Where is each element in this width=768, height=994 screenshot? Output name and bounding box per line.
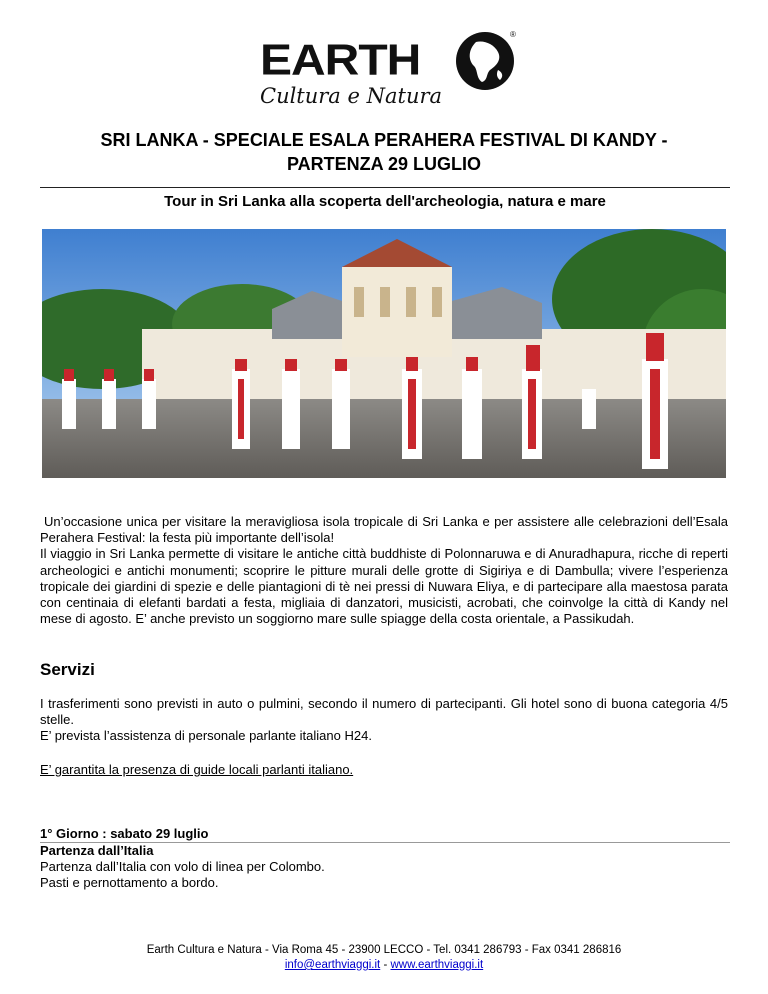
website-link[interactable]: www.earthviaggi.it — [390, 959, 484, 971]
day1-line-2: Pasti e pernottamento a bordo. — [40, 875, 219, 891]
earth-logo — [258, 28, 528, 114]
servizi-paragraph-1: I trasferimenti sono previsti in auto o pulmini, secondo il numero di partecipanti. Gli hotel sono di buona categoria 4/5 stelle. — [40, 696, 728, 728]
email-link[interactable]: info@earthviaggi.it — [284, 959, 381, 971]
day1-title: Partenza dall’Italia — [40, 843, 154, 858]
servizi-text — [40, 696, 728, 745]
intro-text — [40, 514, 728, 627]
registered-mark: ® — [510, 30, 516, 39]
footer-address: Earth Cultura e Natura - Via Roma 45 - 23900 LECCO - Tel. 0341 286793 - Fax 0341 286816 — [146, 944, 622, 956]
servizi-paragraph-2: E’ prevista l’assistenza di personale parlante italiano H24. — [40, 728, 372, 744]
globe-icon — [454, 30, 516, 92]
guide-note: E’ garantita la presenza di guide locali parlanti italiano. — [40, 762, 354, 777]
intro-paragraph-1: Un’occasione unica per visitare la meravigliosa isola tropicale di Sri Lanka e per assistere alle celebrazioni dell’Esala Perahera Festival: la festa più importante dell’isola! — [40, 514, 728, 546]
servizi-heading: Servizi — [40, 660, 95, 679]
title-divider — [40, 187, 730, 188]
festival-photo-illustration — [42, 229, 726, 478]
festival-photo — [42, 229, 726, 478]
day1-heading: 1° Giorno : sabato 29 luglio — [40, 826, 209, 841]
intro-paragraph-2: Il viaggio in Sri Lanka permette di visitare le antiche città buddhiste di Polonnaruwa e di Anuradhapura, ricche di reperti archeologici e antichi monumenti; scoprire le pitture murali delle grotte di Sigiriya e di Dambulla; vivere l’esperienza tropicale dei giardini di spezie e delle piantagioni di tè nei pressi di Nuwara Eliya, e di partecipare alla maestosa parata con centinaia di elefanti bardati a festa, migliaia di danzatori, musicisti, acrobati, che coinvolge la città di Kandy nel mese di agosto. E’ anche previsto un soggiorno mare sulle spiagge della costa orientale, a Passikudah. — [40, 546, 728, 627]
logo-word: EARTH — [260, 36, 421, 85]
page-subtitle: Tour in Sri Lanka alla scoperta dell'archeologia, natura e mare — [164, 193, 606, 210]
title-line-1: SRI LANKA - SPECIALE ESALA PERAHERA FESTIVAL DI KANDY - — [100, 130, 668, 150]
logo-subtitle: Cultura e Natura — [260, 84, 443, 108]
footer — [40, 943, 728, 973]
title-line-2: PARTENZA 29 LUGLIO — [286, 154, 481, 174]
footer-links — [40, 958, 728, 973]
day1-line-1: Partenza dall’Italia con volo di linea per Colombo. — [40, 859, 325, 875]
footer-separator: - — [380, 959, 391, 971]
day1-body — [40, 843, 325, 892]
page-title — [40, 128, 728, 176]
